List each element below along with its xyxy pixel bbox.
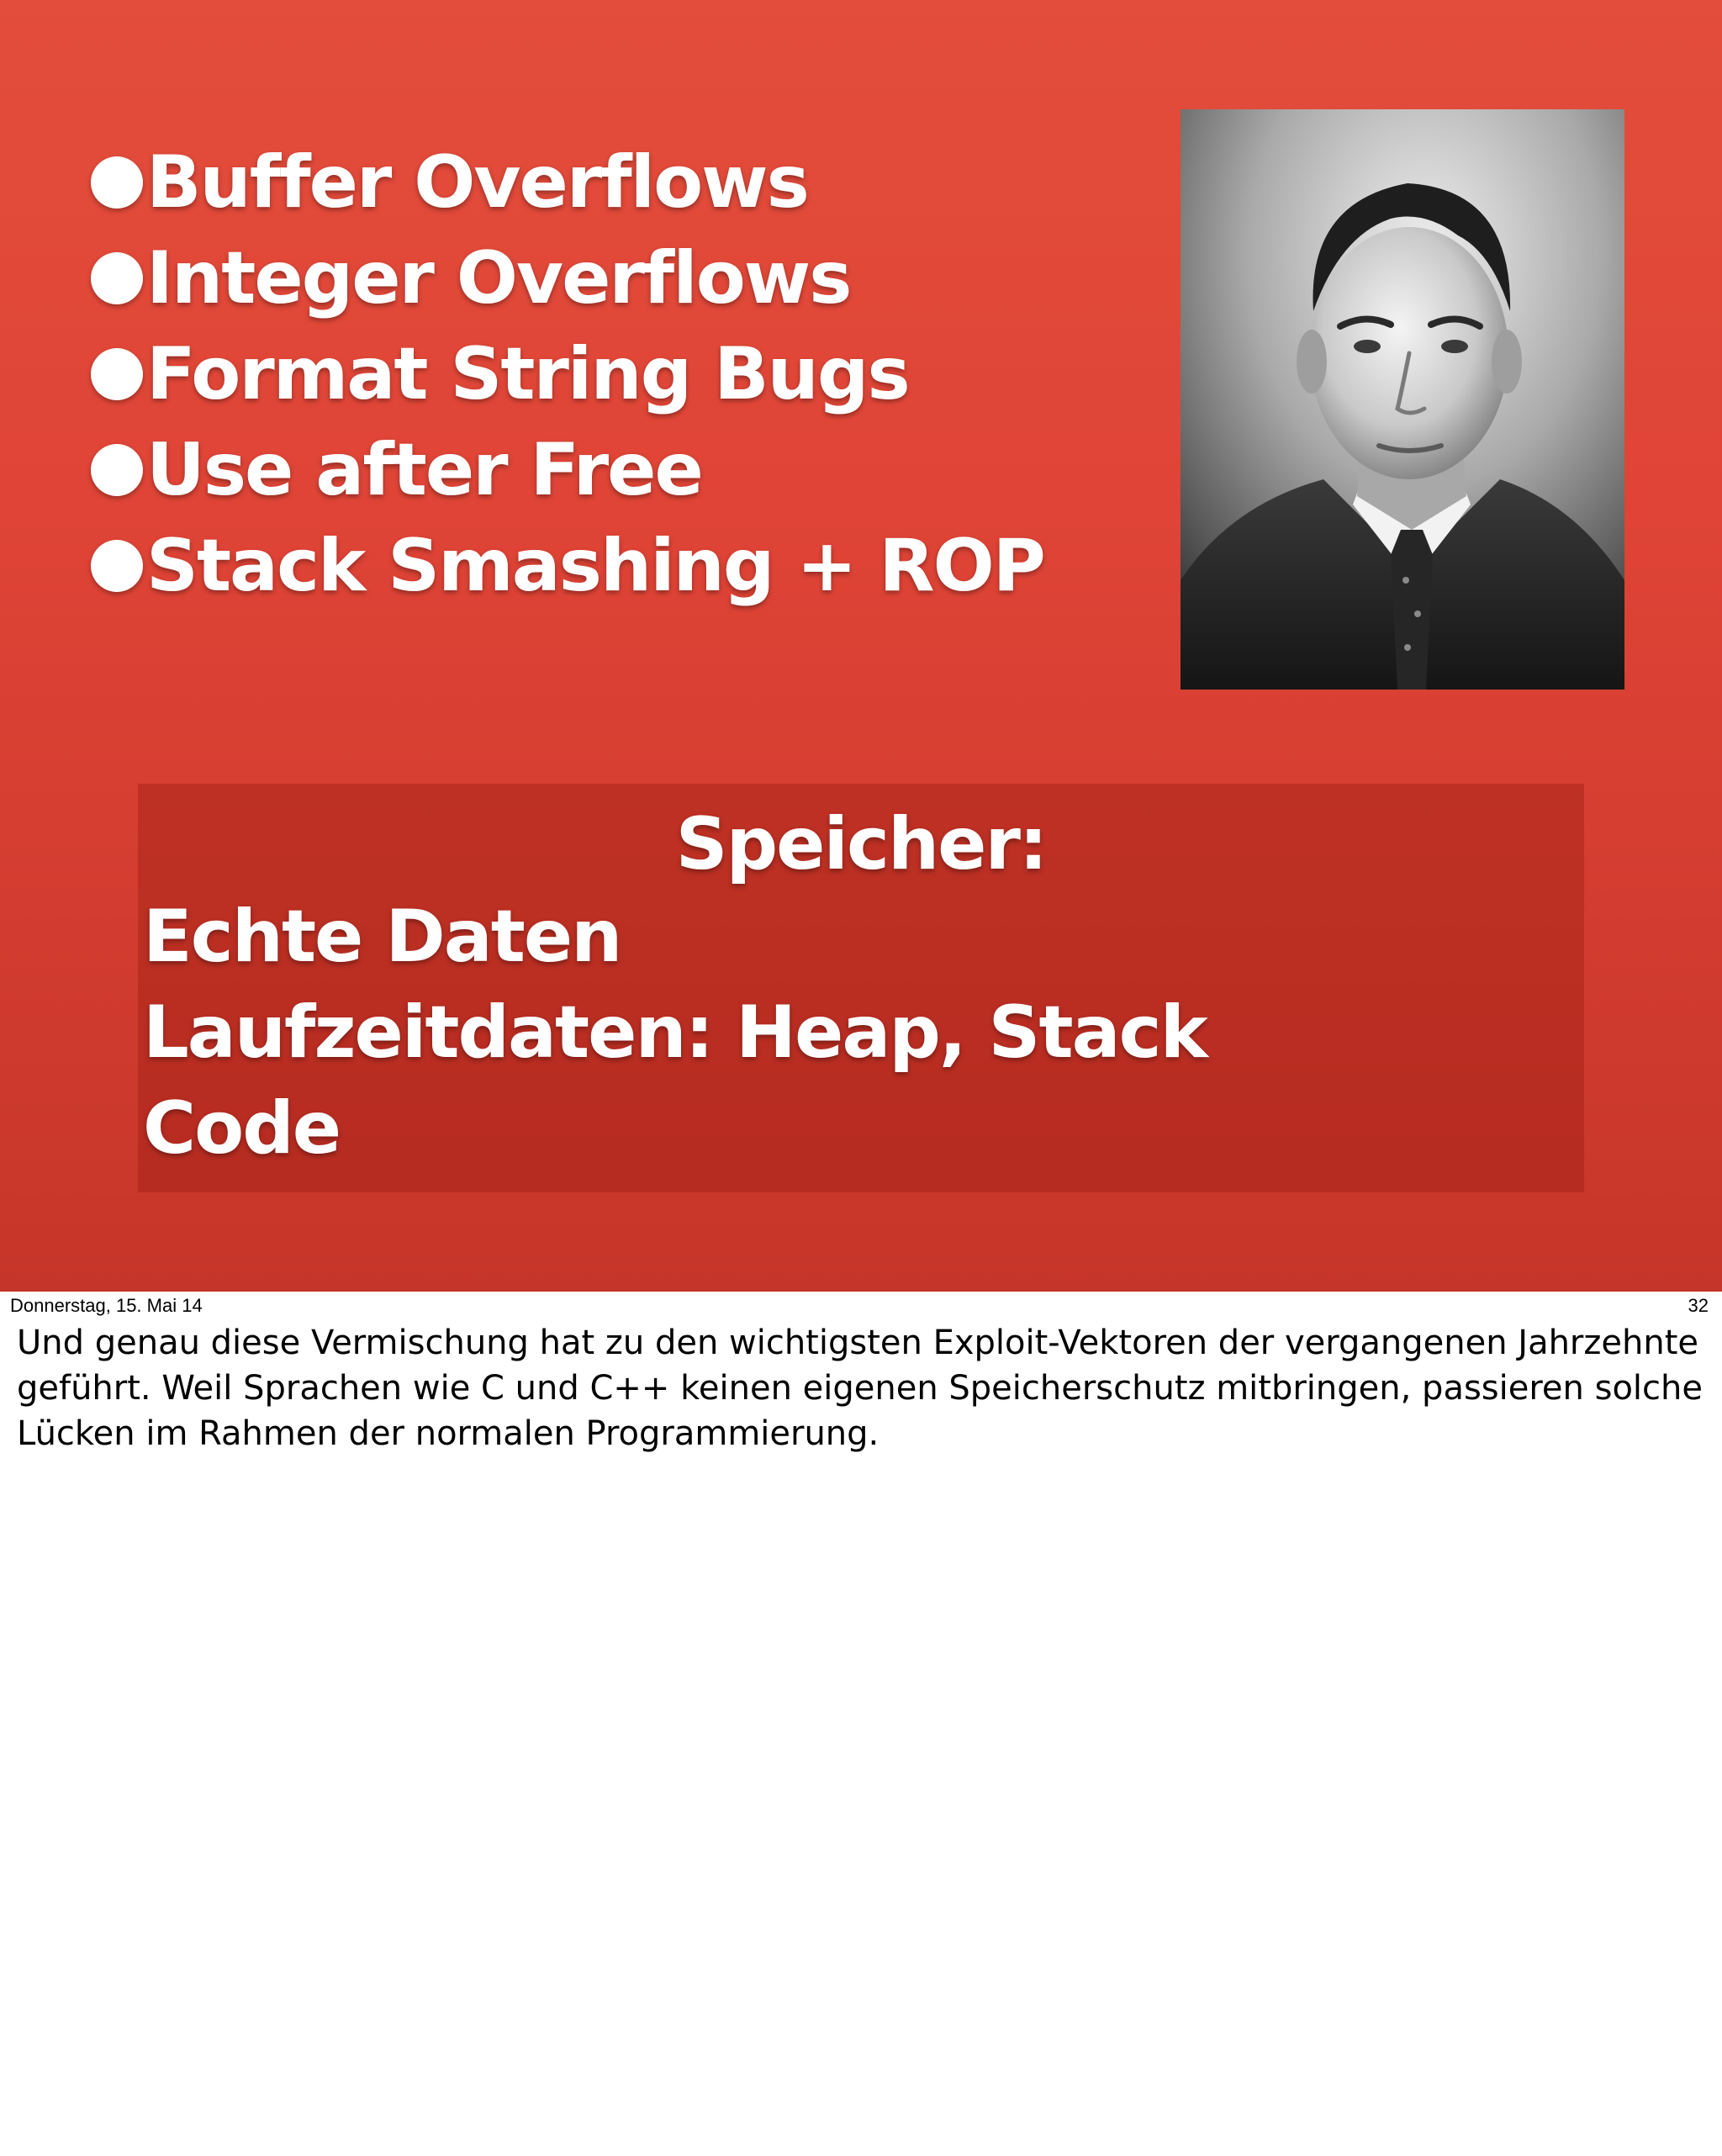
bullet-text: Stack Smashing + ROP xyxy=(146,524,1044,608)
memory-line: Echte Daten xyxy=(143,895,621,979)
footer-date: Donnerstag, 15. Mai 14 xyxy=(10,1295,203,1316)
memory-line: Laufzeitdaten: Heap, Stack xyxy=(143,991,1207,1075)
bullet-text: Format String Bugs xyxy=(146,332,909,416)
bullet-dot-icon xyxy=(91,252,143,304)
bullet-dot-icon xyxy=(91,444,143,496)
bullet-item xyxy=(91,326,1044,422)
bullet-dot-icon xyxy=(91,348,143,400)
bullet-list xyxy=(91,135,1044,614)
bullet-item xyxy=(91,422,1044,518)
memory-box xyxy=(138,784,1584,1192)
page-number: 32 xyxy=(1688,1295,1709,1316)
memory-title: Speicher: xyxy=(675,802,1047,886)
bullet-item xyxy=(91,518,1044,614)
bullet-item xyxy=(91,135,1044,230)
bullet-dot-icon xyxy=(91,540,143,592)
bullet-item xyxy=(91,230,1044,326)
bullet-text: Integer Overflows xyxy=(146,236,851,320)
bullet-text: Buffer Overflows xyxy=(146,140,808,225)
portrait-photo-icon xyxy=(1181,109,1624,690)
bullet-text: Use after Free xyxy=(146,428,702,512)
bullet-dot-icon xyxy=(91,156,143,209)
memory-line: Code xyxy=(143,1086,341,1170)
speaker-notes: Und genau diese Vermischung hat zu den wichtigsten Exploit-Vektoren der vergangenen Jahrzehnte geführt. Weil Sprachen wie C und C++ keinen eigenen Speicherschutz mitbringen, passieren solche Lücken im Rahmen der normalen Programmierung. xyxy=(17,1324,1703,1453)
